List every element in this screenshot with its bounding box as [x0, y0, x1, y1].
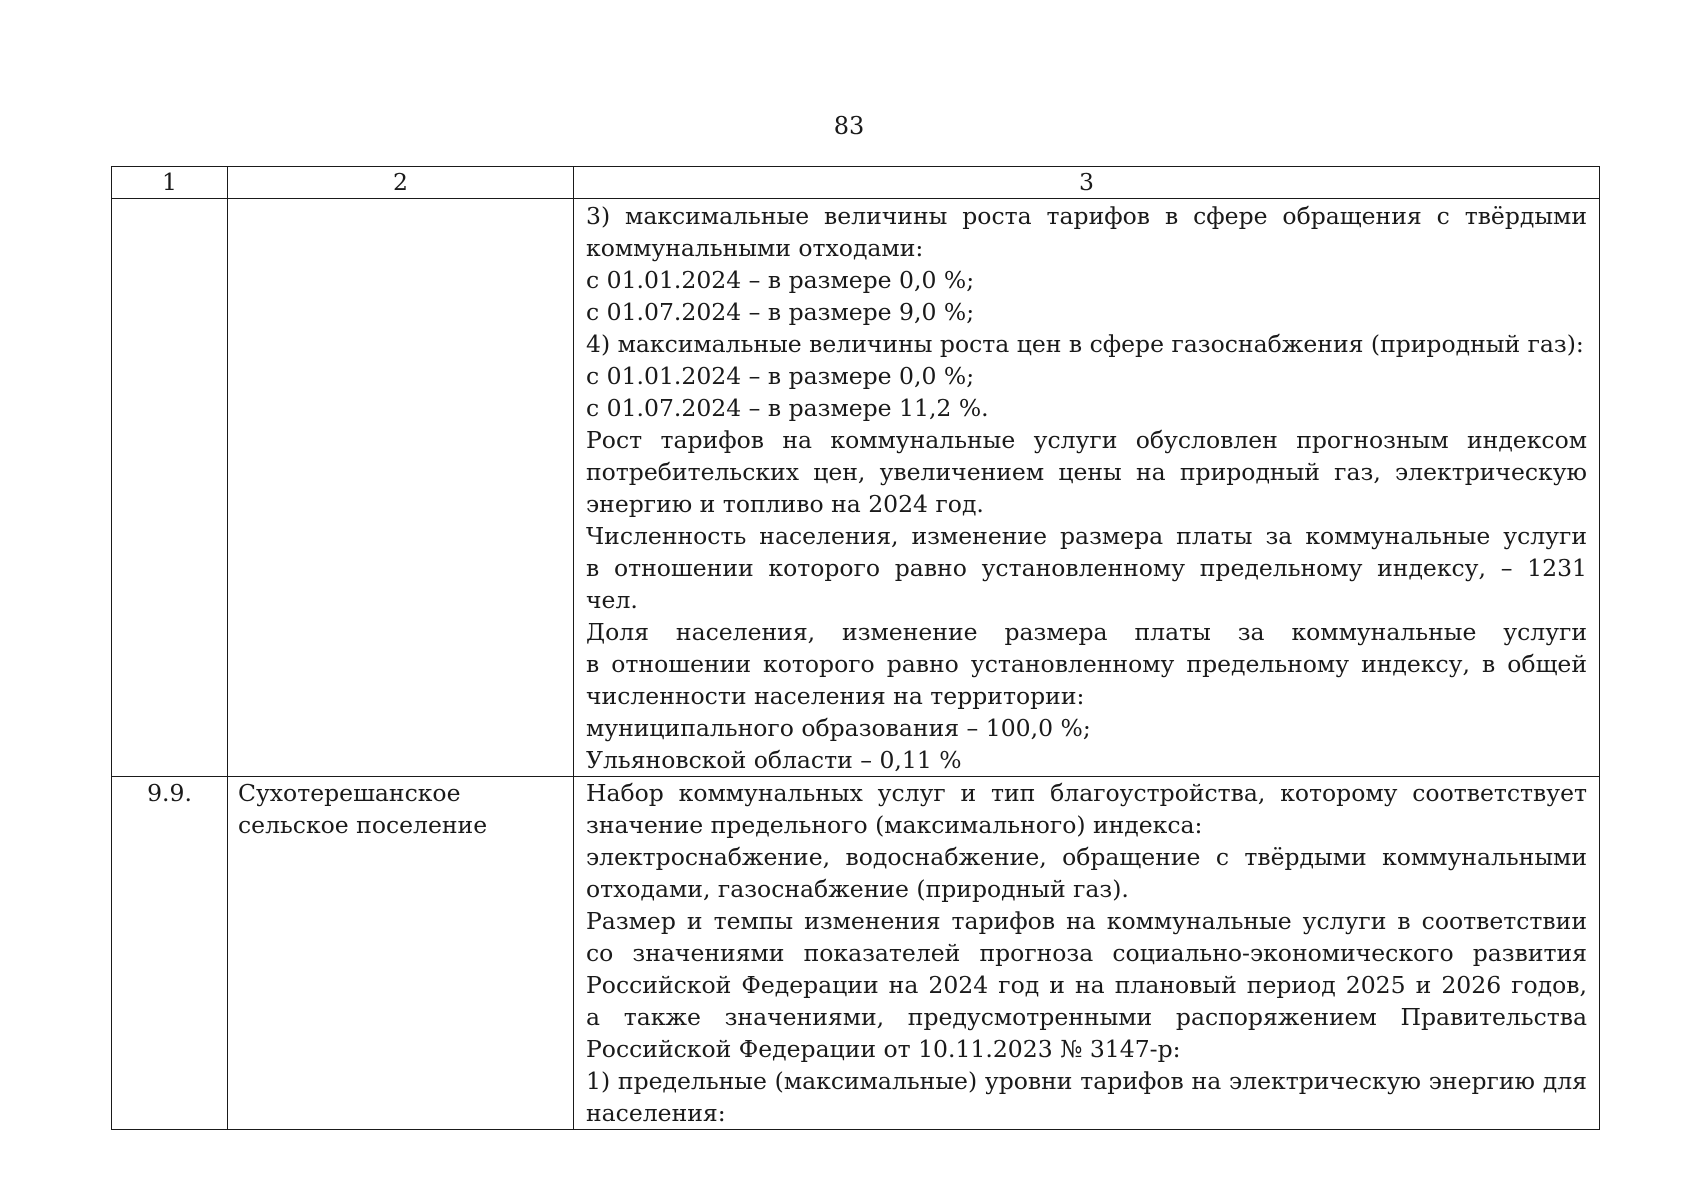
column-header-1: 1 [112, 167, 228, 199]
content-line: 3) максимальные величины роста тарифов в сфере обращения с твёрдыми [586, 202, 1587, 230]
content-line: электроснабжение, водоснабжение, обращение с твёрдыми коммунальными [586, 843, 1587, 871]
content-line: Размер и темпы изменения тарифов на коммунальные услуги в соответствии [586, 907, 1587, 935]
content-line: в отношении которого равно установленному предельному индексу, – 1231 чел. [586, 554, 1587, 614]
content-line: численности населения на территории: [586, 682, 1085, 710]
row-name-cell [228, 777, 574, 1130]
content-line: Доля населения, изменение размера платы за коммунальные услуги [586, 618, 1587, 646]
content-line: значение предельного (максимального) индекса: [586, 811, 1203, 839]
content-line: со значениями показателей прогноза социально-экономического развития [586, 939, 1587, 967]
content-line: Российской Федерации от 10.11.2023 № 3147-р: [586, 1035, 1181, 1063]
row-content-cell [574, 777, 1600, 1130]
content-line: с 01.07.2024 – в размере 9,0 %; [586, 298, 975, 326]
row-name-cell [228, 199, 574, 777]
content-line: Набор коммунальных услуг и тип благоустройства, которому соответствует [586, 779, 1587, 807]
column-header-3: 3 [574, 167, 1600, 199]
content-line: 4) максимальные величины роста цен в сфере газоснабжения (природный газ): [586, 330, 1584, 358]
content-line: населения: [586, 1099, 726, 1127]
row-content-cell [574, 199, 1600, 777]
content-line: а также значениями, предусмотренными распоряжением Правительства [586, 1003, 1587, 1031]
page-number: 83 [833, 112, 865, 140]
content-line: с 01.01.2024 – в размере 0,0 %; [586, 266, 975, 294]
row-number-cell [112, 199, 228, 777]
content-line: Численность населения, изменение размера платы за коммунальные услуги [586, 522, 1587, 550]
content-line: коммунальными отходами: [586, 234, 924, 262]
table-header-row [112, 167, 1600, 199]
table-row-continued [112, 199, 1600, 777]
content-line: муниципального образования – 100,0 %; [586, 714, 1091, 742]
table-row-9-9 [112, 777, 1600, 1130]
tariff-table [111, 166, 1600, 1130]
settlement-name-line: Сухотерешанское [238, 779, 461, 807]
content-line: энергию и топливо на 2024 год. [586, 490, 984, 518]
settlement-name-line: сельское поселение [238, 811, 488, 839]
row-number-cell: 9.9. [112, 777, 228, 1130]
content-line: Ульяновской области – 0,11 % [586, 746, 962, 774]
content-line: 1) предельные (максимальные) уровни тарифов на электрическую энергию для [586, 1067, 1587, 1095]
content-line: Рост тарифов на коммунальные услуги обусловлен прогнозным индексом [586, 426, 1587, 454]
content-line: отходами, газоснабжение (природный газ). [586, 875, 1129, 903]
content-line: в отношении которого равно установленному предельному индексу, в общей [586, 650, 1587, 678]
content-line: Российской Федерации на 2024 год и на плановый период 2025 и 2026 годов, [586, 971, 1587, 999]
content-line: потребительских цен, увеличением цены на природный газ, электрическую [586, 458, 1587, 486]
column-header-2: 2 [228, 167, 574, 199]
content-line: с 01.01.2024 – в размере 0,0 %; [586, 362, 975, 390]
content-line: с 01.07.2024 – в размере 11,2 %. [586, 394, 989, 422]
